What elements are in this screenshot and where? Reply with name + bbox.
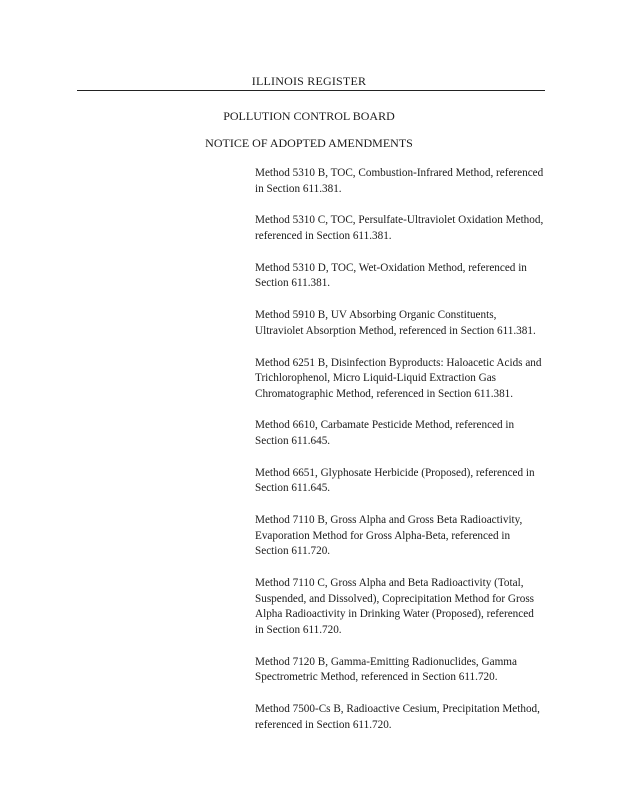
- method-entry: Method 5310 D, TOC, Wet-Oxidation Method, referenced in Section 611.381.: [255, 261, 527, 290]
- method-entry: Method 7120 B, Gamma-Emitting Radionuclides, Gamma Spectrometric Method, referenced in Section 611.720.: [255, 655, 517, 684]
- method-entry: Method 5310 B, TOC, Combustion-Infrared Method, referenced in Section 611.381.: [255, 167, 544, 195]
- method-entry: Method 6610, Carbamate Pesticide Method, referenced in Section 611.645.: [255, 419, 515, 448]
- header-rule: [77, 90, 545, 91]
- method-list: [255, 166, 545, 750]
- method-entry: Method 5910 B, UV Absorbing Organic Constituents, Ultraviolet Absorption Method, referenced in Section 611.381.: [255, 309, 536, 337]
- method-entry: Method 7110 C, Gross Alpha and Beta Radioactivity (Total, Suspended, and Dissolved), Coprecipitation Method for Gross Alpha Radioactivity in Drinking Water (Proposed), referenced in Section 611.720.: [255, 577, 535, 636]
- board-name: POLLUTION CONTROL BOARD: [223, 109, 395, 123]
- method-entry: Method 7110 B, Gross Alpha and Gross Beta Radioactivity, Evaporation Method for Gross Alpha-Beta, referenced in Section 611.720.: [255, 514, 523, 558]
- notice-title: NOTICE OF ADOPTED AMENDMENTS: [205, 136, 413, 150]
- method-entry: Method 6651, Glyphosate Herbicide (Proposed), referenced in Section 611.645.: [255, 466, 535, 495]
- method-entry: Method 6251 B, Disinfection Byproducts: Haloacetic Acids and Trichlorophenol, Micro Liquid-Liquid Extraction Gas Chromatographic Method, referenced in Section 611.381.: [255, 356, 542, 400]
- method-entry: Method 5310 C, TOC, Persulfate-Ultraviolet Oxidation Method, referenced in Section 611.381.: [255, 214, 544, 242]
- method-entry: Method 7500-Cs B, Radioactive Cesium, Precipitation Method, referenced in Section 611.720.: [255, 703, 540, 731]
- register-title: ILLINOIS REGISTER: [251, 74, 367, 88]
